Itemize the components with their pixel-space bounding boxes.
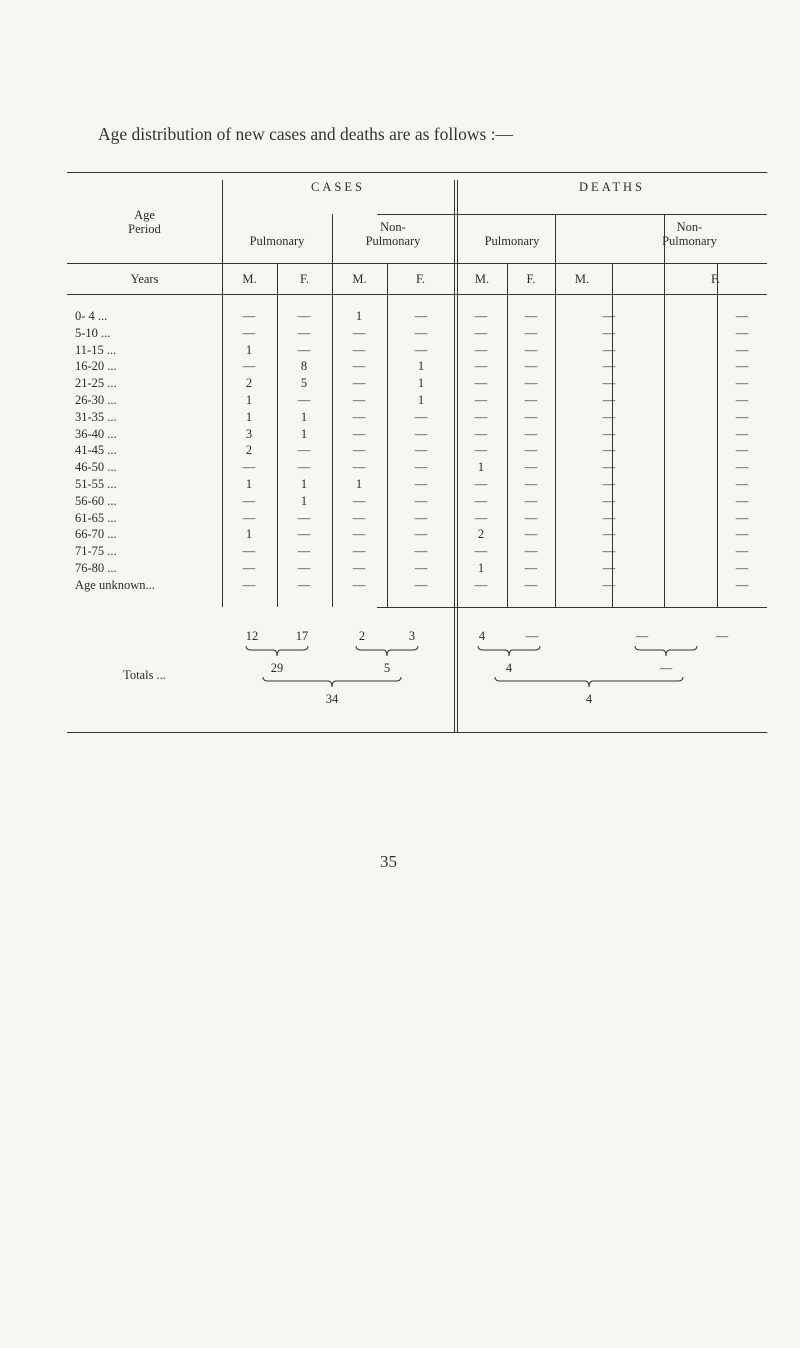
table-cell: —: [242, 493, 256, 508]
table-cell: —: [474, 376, 488, 391]
table-cell: —: [474, 443, 488, 458]
table-cell: —: [474, 342, 488, 357]
sex-label: F.: [299, 272, 310, 286]
table-cell: 1: [355, 477, 363, 491]
table-cell: —: [524, 359, 538, 374]
table-cell: 1: [417, 393, 425, 407]
table-cell: —: [352, 460, 366, 475]
table-cell: 1: [300, 477, 308, 491]
table-cell: —: [735, 443, 749, 458]
table-cell: —: [352, 510, 366, 525]
table-cell: —: [602, 325, 616, 340]
table-cell: —: [524, 577, 538, 592]
table-cell: —: [735, 309, 749, 323]
table-cell: —: [735, 544, 749, 559]
page-number: 35: [380, 852, 397, 871]
table-cell: —: [297, 577, 311, 592]
table-cell: —: [352, 544, 366, 559]
sex-label: M.: [352, 272, 367, 286]
table-cell: —: [735, 577, 749, 592]
table-cell: —: [602, 493, 616, 508]
table-cell: —: [242, 510, 256, 525]
table-cell: —: [297, 561, 311, 575]
total-value: 3: [408, 629, 416, 643]
age-period-label: 66-70 ...: [75, 527, 117, 542]
total-value: 12: [245, 629, 259, 643]
table-cell: —: [602, 426, 616, 441]
table-cell: —: [414, 477, 428, 491]
table-cell: —: [474, 493, 488, 508]
table-cell: —: [735, 325, 749, 340]
total-group-value: 4: [585, 692, 593, 706]
table-cell: —: [524, 443, 538, 458]
age-period-label: 51-55 ...: [75, 477, 117, 491]
table-cell: 1: [245, 527, 253, 542]
age-period-label: 61-65 ...: [75, 510, 117, 525]
table-cell: 3: [245, 426, 253, 441]
table-cell: —: [414, 493, 428, 508]
table-cell: —: [524, 527, 538, 542]
table-cell: —: [735, 359, 749, 374]
table-cell: 1: [477, 561, 485, 575]
table-cell: —: [297, 342, 311, 357]
table-cell: —: [352, 426, 366, 441]
table-cell: —: [414, 577, 428, 592]
age-period-label: Age unknown...: [75, 577, 155, 592]
sex-label: M.: [242, 272, 257, 286]
table-cell: —: [735, 426, 749, 441]
table-cell: —: [524, 325, 538, 340]
table-cell: —: [524, 376, 538, 391]
table-cell: —: [524, 426, 538, 441]
sex-label: F.: [415, 272, 426, 286]
age-period-label: 41-45 ...: [75, 443, 117, 458]
table-cell: —: [735, 376, 749, 391]
years-label: Years: [130, 272, 159, 286]
total-type-value: 5: [383, 661, 391, 675]
total-group-value: 34: [325, 692, 339, 706]
table-cell: —: [524, 493, 538, 508]
table-cell: —: [297, 325, 311, 340]
age-period-label: 46-50 ...: [75, 460, 117, 475]
table-cell: 1: [355, 309, 363, 323]
table-cell: —: [602, 393, 616, 407]
deaths-pulmonary-header: Pulmonary: [484, 234, 540, 248]
age-period-label: 21-25 ...: [75, 376, 117, 391]
sex-label: M.: [474, 272, 490, 286]
table-cell: —: [414, 527, 428, 542]
table-cell: —: [414, 426, 428, 441]
table-cell: —: [735, 510, 749, 525]
table-cell: —: [735, 460, 749, 475]
table-cell: 2: [477, 527, 485, 542]
table-cell: —: [352, 393, 366, 407]
table-cell: 1: [300, 493, 308, 508]
table-cell: —: [414, 443, 428, 458]
table-cell: 1: [417, 376, 425, 391]
table-cell: —: [602, 376, 616, 391]
table-cell: —: [242, 325, 256, 340]
table-cell: —: [352, 409, 366, 424]
table-cell: 8: [300, 359, 308, 374]
table-cell: —: [414, 325, 428, 340]
table-cell: —: [414, 460, 428, 475]
table-cell: —: [602, 510, 616, 525]
table-cell: —: [602, 443, 616, 458]
table-cell: —: [524, 342, 538, 357]
total-value: 2: [358, 629, 366, 643]
table-cell: —: [474, 510, 488, 525]
table-cell: —: [474, 325, 488, 340]
table-cell: —: [524, 309, 538, 323]
table-cell: —: [524, 409, 538, 424]
table-cell: —: [735, 409, 749, 424]
age-period-label: 76-80 ...: [75, 561, 117, 575]
table-cell: 1: [477, 460, 485, 475]
deaths-group-header: DEATHS: [579, 180, 645, 194]
table-cell: —: [735, 342, 749, 357]
total-brace: [634, 644, 698, 658]
total-type-value: 29: [270, 661, 284, 675]
total-brace: [494, 675, 684, 689]
age-period-label: 0- 4 ...: [75, 309, 108, 323]
table-cell: —: [735, 477, 749, 491]
table-cell: —: [297, 544, 311, 559]
table-cell: —: [297, 527, 311, 542]
total-type-value: 4: [505, 661, 513, 675]
table-cell: —: [524, 460, 538, 475]
cases-pulmonary-header: Pulmonary: [249, 234, 305, 248]
table-cell: —: [474, 309, 488, 323]
total-value: —: [525, 629, 539, 643]
table-cell: 1: [245, 409, 253, 424]
age-period-label: 26-30 ...: [75, 393, 117, 407]
table-cell: —: [242, 460, 256, 475]
table-cell: —: [474, 359, 488, 374]
table-cell: —: [602, 577, 616, 592]
totals-label: Totals ...: [123, 668, 166, 682]
table-cell: 1: [245, 342, 253, 357]
table-cell: —: [414, 510, 428, 525]
age-period-label: 5-10 ...: [75, 325, 111, 340]
table-cell: —: [524, 561, 538, 575]
total-brace: [245, 644, 309, 658]
table-cell: —: [474, 426, 488, 441]
table-cell: —: [352, 561, 366, 575]
table-cell: —: [352, 527, 366, 542]
table-cell: —: [242, 359, 256, 374]
table-cell: —: [602, 359, 616, 374]
table-cell: 1: [245, 477, 253, 491]
sex-label: F.: [710, 272, 721, 286]
cases-group-header: CASES: [311, 180, 365, 194]
table-cell: —: [352, 342, 366, 357]
table-cell: —: [524, 510, 538, 525]
age-period-header: Age Period: [128, 208, 161, 236]
table-cell: —: [474, 544, 488, 559]
table-cell: —: [735, 393, 749, 407]
total-value: —: [635, 629, 649, 643]
table-cell: 1: [245, 393, 253, 407]
table-cell: —: [414, 409, 428, 424]
table-cell: —: [602, 544, 616, 559]
table-cell: —: [414, 544, 428, 559]
total-type-value: —: [659, 661, 673, 675]
table-cell: —: [297, 510, 311, 525]
table-cell: —: [297, 460, 311, 475]
table-cell: —: [602, 309, 616, 323]
table-cell: —: [352, 493, 366, 508]
page-heading: Age distribution of new cases and deaths are as follows :—: [98, 124, 514, 144]
table-cell: —: [602, 477, 616, 491]
age-period-label: 11-15 ...: [75, 342, 117, 357]
table-cell: —: [414, 561, 428, 575]
table-cell: —: [297, 309, 311, 323]
table-cell: 2: [245, 443, 253, 458]
table-cell: —: [242, 544, 256, 559]
age-distribution-table: [67, 172, 767, 732]
total-brace: [477, 644, 541, 658]
table-cell: —: [474, 409, 488, 424]
table-cell: —: [602, 561, 616, 575]
table-cell: —: [524, 477, 538, 491]
table-cell: 2: [245, 376, 253, 391]
table-cell: —: [242, 309, 256, 323]
table-cell: 1: [417, 359, 425, 374]
total-value: —: [715, 629, 729, 643]
table-cell: —: [242, 561, 256, 575]
table-cell: —: [352, 577, 366, 592]
total-brace: [262, 675, 402, 689]
table-cell: —: [602, 409, 616, 424]
table-cell: —: [524, 544, 538, 559]
table-cell: —: [242, 577, 256, 592]
age-period-label: 16-20 ...: [75, 359, 117, 374]
sex-label: M.: [574, 272, 590, 286]
total-brace: [355, 644, 419, 658]
table-cell: —: [297, 443, 311, 458]
cases-non-pulmonary-header: Non- Pulmonary: [365, 220, 421, 248]
table-cell: —: [602, 460, 616, 475]
table-cell: —: [474, 477, 488, 491]
table-cell: —: [352, 443, 366, 458]
table-cell: —: [352, 359, 366, 374]
table-cell: —: [474, 577, 488, 592]
deaths-non-pulmonary-header: Non- Pulmonary: [662, 220, 717, 248]
table-cell: —: [735, 561, 749, 575]
table-cell: —: [414, 342, 428, 357]
table-cell: —: [735, 527, 749, 542]
table-cell: 1: [300, 426, 308, 441]
total-value: 4: [478, 629, 486, 643]
table-cell: —: [474, 393, 488, 407]
table-cell: —: [602, 527, 616, 542]
table-cell: —: [524, 393, 538, 407]
table-cell: —: [297, 393, 311, 407]
total-value: 17: [295, 629, 309, 643]
table-cell: —: [352, 325, 366, 340]
table-cell: —: [352, 376, 366, 391]
age-period-label: 36-40 ...: [75, 426, 117, 441]
age-period-label: 56-60 ...: [75, 493, 117, 508]
sex-label: F.: [526, 272, 536, 286]
age-period-label: 31-35 ...: [75, 409, 117, 424]
table-cell: 1: [300, 409, 308, 424]
table-cell: —: [602, 342, 616, 357]
table-cell: 5: [300, 376, 308, 391]
age-period-label: 71-75 ...: [75, 544, 117, 559]
table-cell: —: [735, 493, 749, 508]
table-cell: —: [414, 309, 428, 323]
